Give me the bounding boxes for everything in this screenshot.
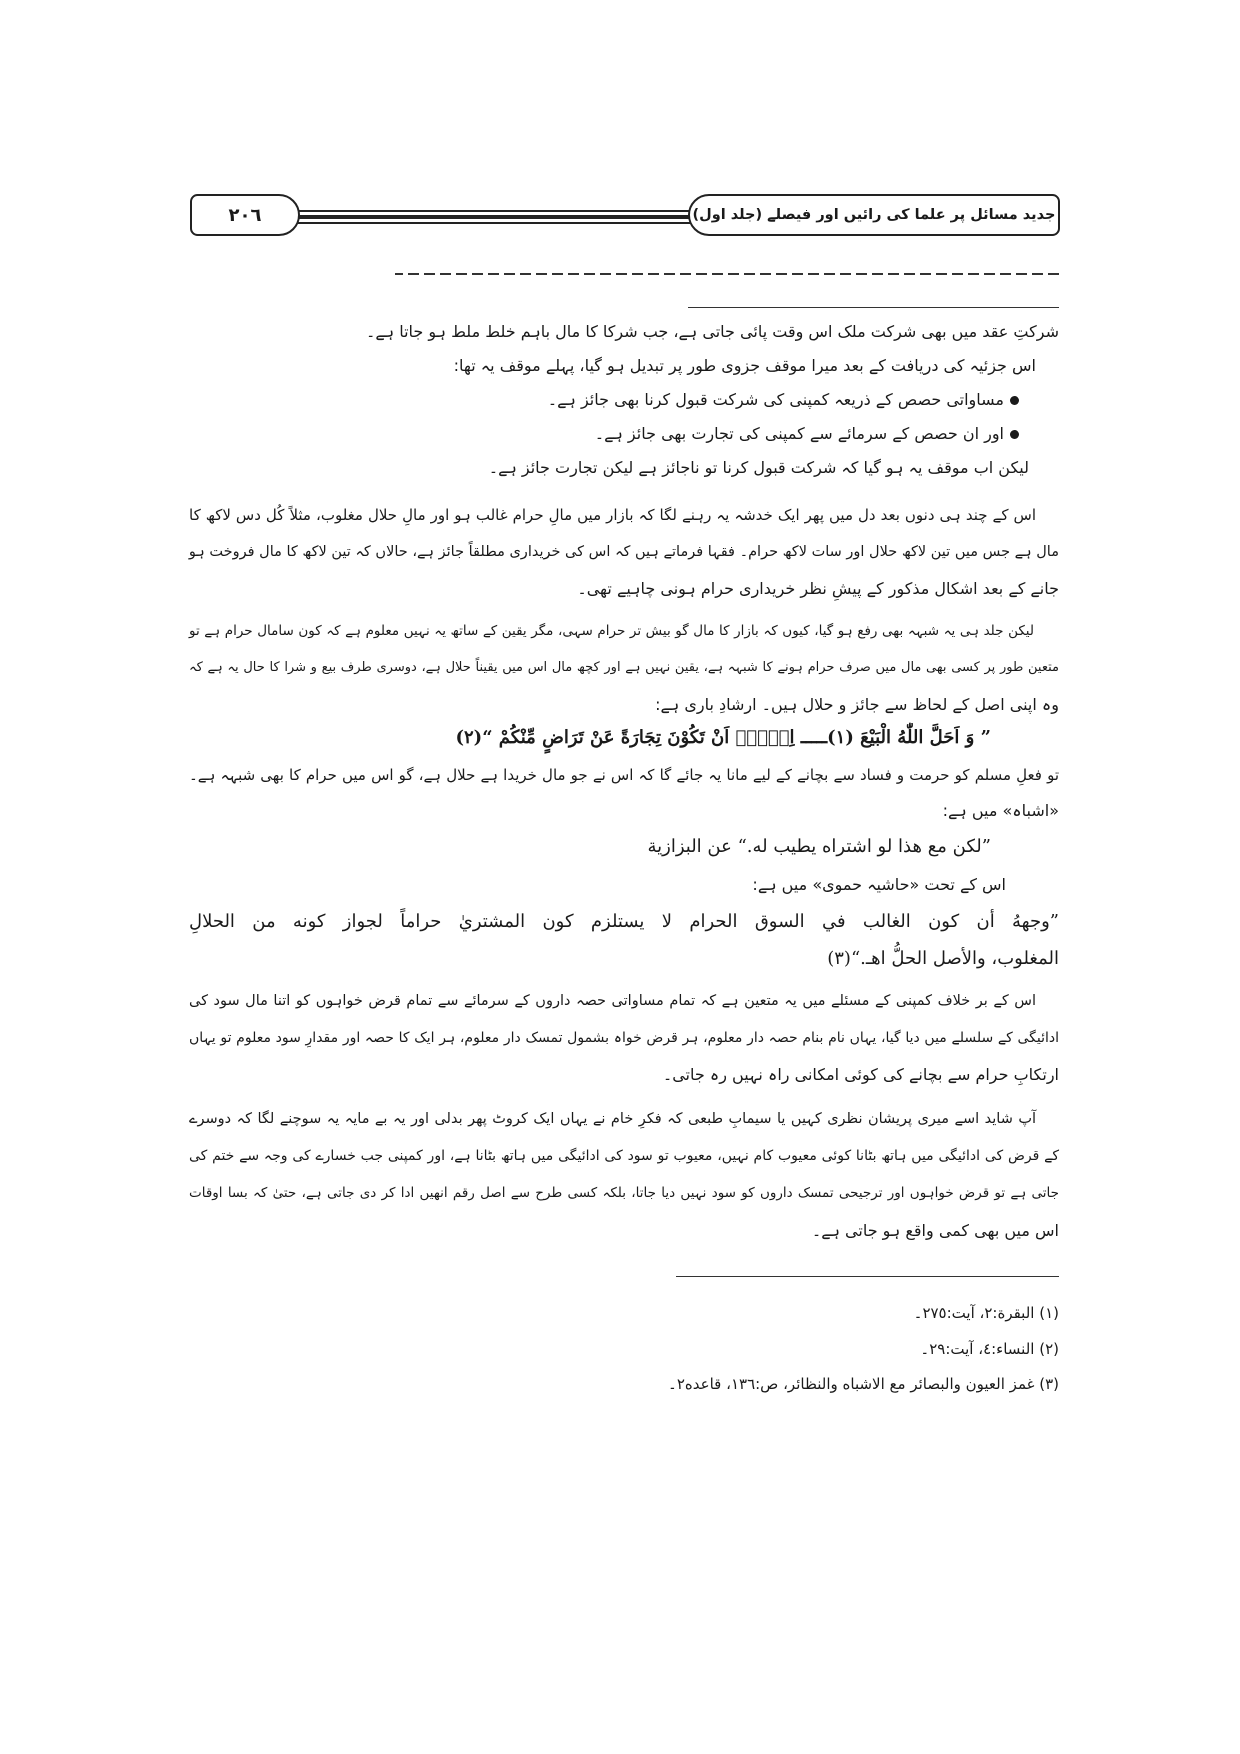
citation-intro: اس کے تحت «حاشیہ حموی» میں ہے: <box>752 875 1006 894</box>
bullet-icon <box>1010 430 1019 439</box>
footnote-rule <box>676 1276 1059 1277</box>
body-line: جانے کے بعد اشکال مذکور کے پیشِ نظر خریداری حرام ہونی چاہیے تھی۔ <box>577 579 1059 598</box>
dashed-divider <box>395 273 1059 275</box>
paragraph-start-line: اس کے بر خلاف کمپنی کے مسئلے میں یہ متعین ہے کہ تمام مساواتی حصہ داروں کے سرمائے سے تمام قرض خواہوں کو اتنا مال سود کی <box>189 993 1036 1009</box>
arabic-quote: ”لکن مع هذا لو اشتراه يطيب له.“ عن البزازية <box>647 836 991 857</box>
citation-intro: «اشباہ» میں ہے: <box>942 801 1059 820</box>
body-line: اس میں بھی کمی واقع ہو جاتی ہے۔ <box>811 1221 1059 1240</box>
top-short-rule <box>688 307 1059 308</box>
body-line: ارتکابِ حرام سے بچانے کی کوئی امکانی راہ نہیں رہ جاتی۔ <box>662 1065 1059 1084</box>
footnote: (٣) غمز العيون والبصائر مع الاشباه والنظائر، ص:١٣٦، قاعده٢۔ <box>668 1375 1059 1393</box>
body-line: وہ اپنی اصل کے لحاظ سے جائز و حلال ہیں۔ ارشادِ باری ہے: <box>655 695 1059 714</box>
body-line: مال ہے جس میں تین لاکھ حلال اور سات لاکھ حرام۔ فقہا فرماتے ہیں کہ اس کی خریداری مطلقاً جائز ہے، حالاں کہ تین لاکھ کا مال فروخت ہو <box>188 544 1059 560</box>
bullet-icon <box>1010 396 1019 405</box>
body-line: متعین طور پر کسی بھی مال میں صرف حرام ہونے کا شبہہ ہے، یقین نہیں ہے اور کچھ مال اس میں یقیناً حلال ہے، دوسری طرف بیع و شرا کا حال یہ ہے کہ <box>189 660 1059 675</box>
arabic-quote: المغلوب، والأصل الحلُّ اهـ.“(٣) <box>827 948 1059 969</box>
body-line: کے قرض کی ادائیگی میں ہاتھ بٹانا کوئی معیوب کام نہیں، معیوب تو سود کی ادائیگی میں ہاتھ بٹانا ہے، اور کمپنی جب خسارے کی وجہ سے ختم کی <box>189 1148 1059 1164</box>
page-number: ٢٠٦ <box>190 194 300 236</box>
footnote: (٢) النساء:٤، آیت:٢٩۔ <box>920 1340 1059 1358</box>
quran-quote: ” وَ اَحَلَّ اللّٰهُ الْبَيْعَ (١)ـــــ اِلَّاۤ اَنْ تَكُوْنَ تِجَارَةً عَنْ تَرَاضٍ مِّنْكُمْ “(٢) <box>455 727 991 748</box>
arabic-quote: ”وجههُ أن كون الغالب في السوق الحرام لا يستلزم كون المشتريٰ حراماً لجواز كونه من الحلالِ <box>189 911 1059 932</box>
paragraph-start-line: لیکن جلد ہی یہ شبہہ بھی رفع ہو گیا، کیوں کہ بازار کا مال گو بیش تر حرام سہی، مگر یقین کے ساتھ یہ نہیں معلوم ہے کہ کون سامال حرام ہے تو <box>189 623 1034 639</box>
header-rule-thick <box>298 215 690 219</box>
paragraph-start-line: آپ شاید اسے میری پریشان نظری کہیں یا سیمابِ طبعی کہ فکرِ خام نے یہاں ایک کروٹ پھر بدلی اور یہ بے مایہ یہ سوچنے لگا کہ دوسرے <box>189 1111 1036 1127</box>
bullet-item <box>189 383 1059 417</box>
body-line: تو فعلِ مسلم کو حرمت و فساد سے بچانے کے لیے مانا یہ جائے گا کہ اس نے جو مال خریدا ہے حلال ہے، گو اس میں حرام کا بھی شبہہ ہے۔ <box>189 766 1059 784</box>
paragraph-start-line: اس کے چند ہی دنوں بعد دل میں پھر ایک خدشہ یہ رہنے لگا کہ بازار میں مالِ حرام غالب ہو اور مالِ حلال مغلوب، مثلاً کُل دس لاکھ کا <box>189 506 1036 524</box>
header-rule-thin-bottom <box>298 222 690 224</box>
paragraph-start-line: اس جزئیہ کی دریافت کے بعد میرا موقف جزوی طور پر تبدیل ہو گیا، پہلے موقف یہ تھا: <box>453 356 1036 375</box>
footnote: (١) البقرة:٢، آیت:٢٧٥۔ <box>913 1304 1059 1322</box>
body-line: شرکتِ عقد میں بھی شرکت ملک اس وقت پائی جاتی ہے، جب شرکا کا مال باہم خلط ملط ہو جاتا ہے۔ <box>366 322 1059 341</box>
body-line: ادائیگی کے سلسلے میں دیا گیا، یہاں نام بنام حصہ دار معلوم، ہر قرض خواہ بشمول تمسک دار معلوم، ہر ایک کا حصہ اور مقدارِ سود معلوم تو یہاں <box>189 1030 1059 1046</box>
bullet-item-text: مساواتی حصص کے ذریعہ کمپنی کی شرکت قبول کرنا بھی جائز ہے۔ <box>547 390 1004 409</box>
header-rule-thin-top <box>298 210 690 212</box>
bullet-item-text: اور ان حصص کے سرمائے سے کمپنی کی تجارت بھی جائز ہے۔ <box>594 424 1004 443</box>
bullet-item <box>189 417 1059 451</box>
body-line: لیکن اب موقف یہ ہو گیا کہ شرکت قبول کرنا تو ناجائز ہے لیکن تجارت جائز ہے۔ <box>488 458 1029 477</box>
body-line: جاتی ہے تو قرض خواہوں اور ترجیحی تمسک داروں کو سود نہیں دیا جاتا، بلکہ کسی طرح سے اصل رقم انھیں ادا کر دی جاتی ہے، حتیٰ کہ بسا اوقات <box>189 1185 1059 1201</box>
running-header-title: جدید مسائل پر علما کی رائیں اور فیصلے (جلد اول) <box>688 194 1060 236</box>
